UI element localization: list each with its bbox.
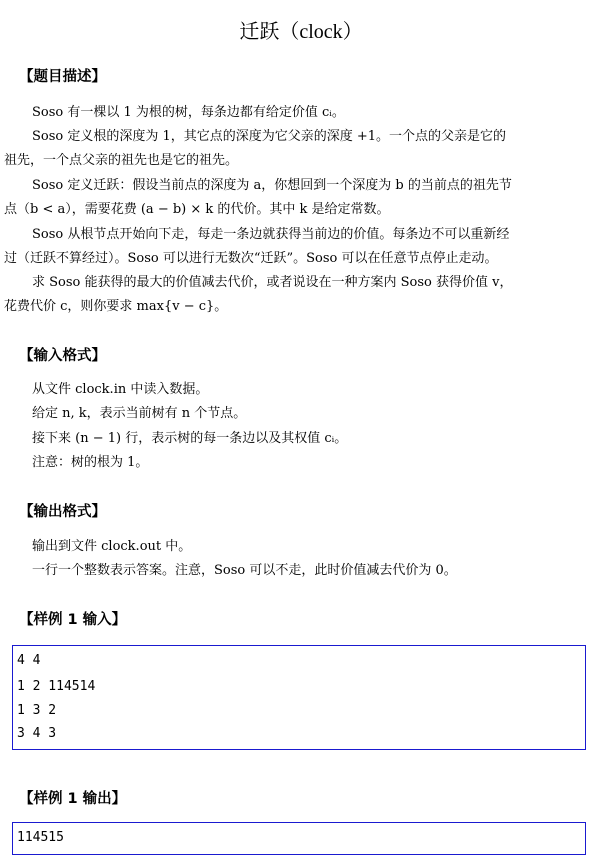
description-line: Soso 定义根的深度为 1，其它点的深度为它父亲的深度 +1。一个点的父亲是它的 bbox=[32, 129, 507, 144]
description-line: 祖先，一个点父亲的祖先也是它的祖先。 bbox=[4, 153, 239, 168]
title-chinese: 迁跃 bbox=[239, 19, 280, 43]
output-format-heading: 【输出格式】 bbox=[19, 504, 106, 520]
description-line: 花费代价 c，则你要求 max{v − c}。 bbox=[4, 299, 228, 314]
page-title bbox=[0, 17, 602, 46]
sample-input-row: 1 3 2 bbox=[17, 703, 57, 718]
input-format-line: 给定 n, k，表示当前树有 n 个节点。 bbox=[32, 406, 247, 421]
sample-input-heading: 【样例 1 输入】 bbox=[19, 612, 127, 628]
description-line: 过（迁跃不算经过）。Soso 可以进行无数次“迁跃”。Soso 可以在任意节点停止走动。 bbox=[4, 251, 498, 266]
input-format-heading: 【输入格式】 bbox=[19, 348, 106, 364]
sample-output-box bbox=[12, 822, 586, 855]
description-line: Soso 从根节点开始向下走，每走一条边就获得当前边的价值。每条边不可以重新经 bbox=[32, 227, 510, 242]
output-format-line: 输出到文件 clock.out 中。 bbox=[32, 539, 192, 554]
description-line: Soso 定义迁跃：假设当前点的深度为 a，你想回到一个深度为 b 的当前点的祖先节 bbox=[32, 178, 512, 193]
input-format-line: 接下来 (n − 1) 行，表示树的每一条边以及其权值 cᵢ。 bbox=[32, 431, 348, 446]
sample-input-row: 4 4 bbox=[17, 653, 41, 668]
title-english: （clock） bbox=[279, 21, 363, 43]
sample-input-row: 3 4 3 bbox=[17, 726, 57, 741]
description-heading: 【题目描述】 bbox=[19, 69, 106, 85]
description-line: 求 Soso 能获得的最大的价值减去代价，或者说设在一种方案内 Soso 获得价值 v， bbox=[32, 275, 513, 290]
description-line: 点（b < a），需要花费 (a − b) × k 的代价。其中 k 是给定常数。 bbox=[4, 202, 390, 217]
input-format-line: 注意：树的根为 1。 bbox=[32, 455, 149, 470]
sample-output-row: 114515 bbox=[17, 830, 64, 845]
sample-input-row: 1 2 114514 bbox=[17, 679, 96, 694]
sample-input-box bbox=[12, 645, 586, 750]
description-line: Soso 有一棵以 1 为根的树，每条边都有给定价值 cᵢ。 bbox=[32, 105, 345, 120]
output-format-line: 一行一个整数表示答案。注意，Soso 可以不走，此时价值减去代价为 0。 bbox=[32, 563, 457, 578]
input-format-line: 从文件 clock.in 中读入数据。 bbox=[32, 382, 209, 397]
sample-output-heading: 【样例 1 输出】 bbox=[19, 791, 127, 807]
